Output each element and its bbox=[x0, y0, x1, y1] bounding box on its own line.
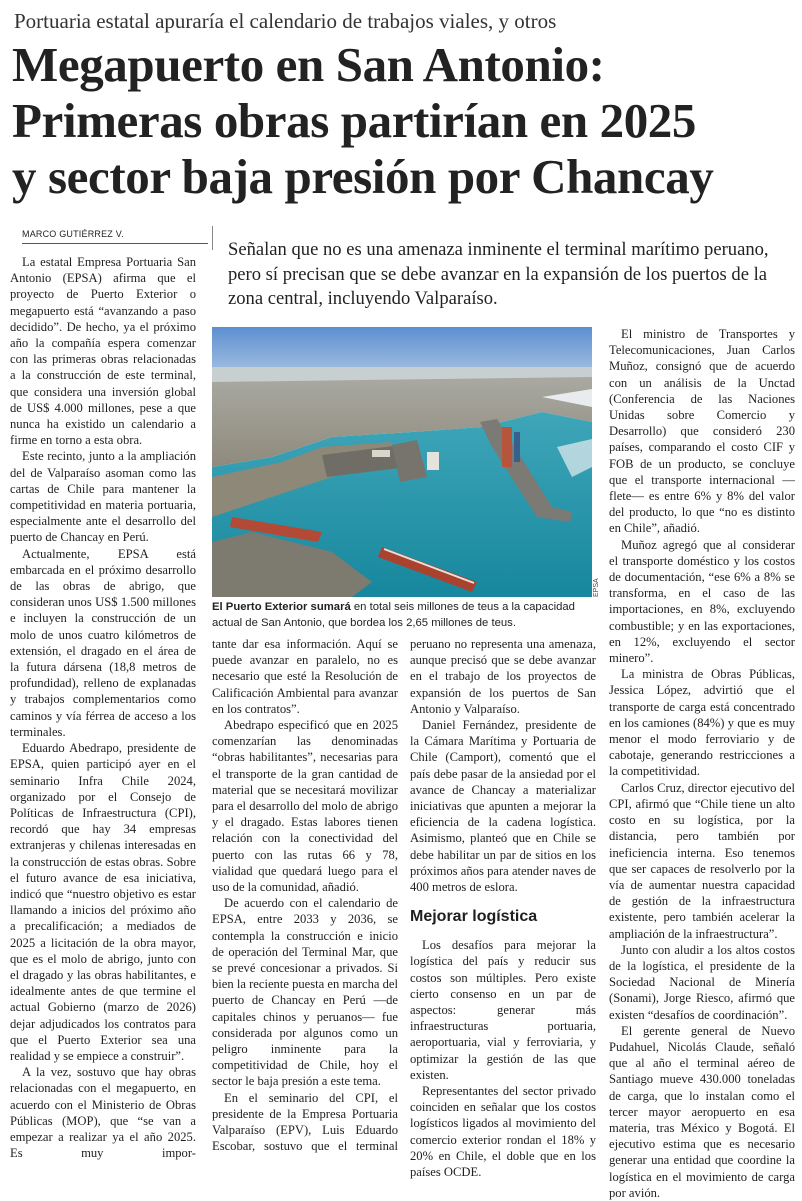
photo-caption bbox=[212, 600, 602, 631]
headline-line: y sector baja presión por Chancay bbox=[12, 149, 714, 204]
article-headline bbox=[12, 37, 792, 205]
paragraph: Carlos Cruz, director ejecutivo del CPI, afirmó que “Chile tiene un alto costo en su logística, por la distancia, pero también por ineficiencia interna. Eso tenemos que ser capaces de resolverlo por la vía de aumentar nuestra capacidad de gestión de la infraestructura existente, pero también acelerar la ampliación de la infraestructura”. bbox=[609, 780, 795, 941]
paragraph: La estatal Empresa Portuaria San Antonio (EPSA) afirma que el proyecto de Puerto Exterior o megapuerto está “avanzando a paso decidido”. De hecho, ya el próximo año la compañía espera comenzar con las primeras obras relacionadas a la construcción de este terminal, que considera una inversión global de US$ 4.000 millones, pese a que nunca ha existido un calendario a firme en torno a esta obra. bbox=[10, 255, 196, 448]
article-column-3 bbox=[410, 636, 596, 1180]
caption-text: en total seis millones de teus a la capacidad actual de San Antonio, que bordea los 2,65 millones de teus. bbox=[212, 601, 575, 629]
byline-rule bbox=[22, 243, 208, 244]
paragraph: Daniel Fernández, presidente de la Cámara Marítima y Portuaria de Chile (Camport), comentó que el país debe pasar de la ansiedad por el avance de Chancay a materializar iniciativas que apunten a mejorar la eficiencia de la cadena logística. Asimismo, planteó que en Chile se debe habilitar un par de sitios en los próximos años para atender naves de 400 metros de eslora. bbox=[410, 718, 596, 895]
paragraph: Junto con aludir a los altos costos de la logística, el presidente de la Sociedad Nacional de Minería (Sonami), Jorge Riesco, afirmó que existen “desafíos de coordinación”. bbox=[609, 942, 795, 1022]
paragraph: peruano no representa una amenaza, aunque precisó que se debe avanzar en el trabajo de los proyectos de expansión de los puertos de San Antonio y Valparaíso. bbox=[410, 637, 596, 716]
paragraph: Los desafíos para mejorar la logística del país y reducir sus costos son múltiples. Pero existe cierto consenso en un par de aspectos: generar más infraestructuras portuaria, aeroportuaria, vial y ferroviaria, y optimizar la gestión de las que existen. bbox=[410, 938, 596, 1082]
paragraph: A la vez, sostuvo que hay obras relacionadas con el megapuerto, en acuerdo con el Ministerio de Obras Públicas (MOP), que “se van a empezar a realizar ya el año 2025. Es muy impor- bbox=[10, 1065, 196, 1161]
paragraph: Este recinto, junto a la ampliación del de Valparaíso asoman como las cartas de Chile para mantener la competitividad en materia portuaria, especialmente ante el desarrollo del puerto de Chancay en Perú. bbox=[10, 449, 196, 545]
paragraph: Eduardo Abedrapo, presidente de EPSA, quien participó ayer en el seminario Infra Chile 2024, organizado por el Consejo de Políticas de Infraestructura (CPI), recordó que hay 34 empresas extranjeras y chilenas interesadas en la construcción de estas obras. Sobre el futuro avance de esa iniciativa, indicó que “nuestro objetivo es estar llamando a inicios del próximo año a precalificación; a mediados de 2025 a licitación de la obra mayor, que es el molo de abrigo, junto con el dragado y las obras habilitantes, e idealmente antes de que termine el actual Gobierno (marzo de 2026) dejar adjudicados los contratos para que el Puerto Exterior sea una realidad y se empiece a construir”. bbox=[10, 741, 196, 1063]
caption-lead: El Puerto Exterior sumará bbox=[212, 601, 351, 613]
headline-line: Primeras obras partirían en 2025 bbox=[12, 93, 696, 148]
paragraph: En el seminario del CPI, el presidente de la Empresa Portuaria Valparaíso (EPV), Luis Eduardo Escobar, sostuvo que el terminal bbox=[212, 1090, 398, 1154]
paragraph: La ministra de Obras Públicas, Jessica López, advirtió que el transporte de carga está concentrado en los camiones (84%) y que es muy menor el modo ferroviario y de cabotaje, generando restricciones a la competitividad. bbox=[609, 667, 795, 779]
article-column-1 bbox=[10, 254, 196, 1161]
article-column-4 bbox=[609, 326, 795, 1201]
paragraph: Actualmente, EPSA está embarcada en el próximo desarrollo de las obras de abrigo, que consideran unos US$ 1.500 millones e incluyen la construcción de un molo de unos cuatro kilómetros de extensión, el dragado en el área de la futura dársena (18,8 metros de profundidad), relleno de explanadas y trabajos complementarios como caminos y vía férrea de acceso a los terminales. bbox=[10, 546, 196, 739]
paragraph: tante dar esa información. Aquí se puede avanzar en paralelo, no es necesario que esté la Resolución de Calificación Ambiental para avanzar en los contratos”. bbox=[212, 637, 398, 716]
article-kicker: Portuaria estatal apuraría el calendario de trabajos viales, y otros bbox=[14, 9, 557, 33]
port-aerial-photo bbox=[212, 327, 592, 597]
paragraph: De acuerdo con el calendario de EPSA, entre 2033 y 2036, se contempla la construcción e inicio de operación del Terminal Mar, que se prevé concesionar a privados. Si bien la reciente puesta en marcha del puerto de Chancay en Perú —de capitales chinos y peruanos— fue considerada por algunos como un peligro inminente para la competitividad de Chile, hoy el sector le baja presión a este tema. bbox=[212, 896, 399, 1089]
paragraph: Abedrapo especificó que en 2025 comenzarían las denominadas “obras habilitantes”, necesarias para el transporte de la gran cantidad de material que se necesitará movilizar para el desarrollo del molo de abrigo y el dragado. Estas labores tienen relación con la conectividad del puerto con las rutas 66 y 78, vialidad que quedará luego para el uso de la comunidad, añadió. bbox=[212, 718, 398, 895]
byline: MARCO GUTIÉRREZ V. bbox=[22, 229, 124, 239]
headline-line: Megapuerto en San Antonio: bbox=[12, 37, 605, 92]
paragraph: Muñoz agregó que al considerar el transporte doméstico y los costos de documentación, “ese 6% a 8% se transforma, en el caso de las importaciones, en 8%, excluyendo combustible; y en las exportaciones, en 12%, excluyendo el sector minero”. bbox=[609, 537, 795, 666]
column-divider bbox=[212, 226, 213, 250]
paragraph: El gerente general de Nuevo Pudahuel, Nicolás Claude, señaló que al año el terminal aéreo de Santiago mueve 430.000 toneladas de carga, que lo instalan como el tercer mayor aeropuerto en esa materia, tras México y Bogotá. El ejecutivo estima que es necesario generar una entidad que coordine la logística en el movimiento de carga por avión. bbox=[609, 1023, 795, 1200]
paragraph: El ministro de Transportes y Telecomunicaciones, Juan Carlos Muñoz, consignó que de acuerdo con un análisis de la Unctad (Conferencia de las Naciones Unidas sobre Comercio y Desarrollo) que consideró 230 países, comparando el costo CIF y FOB de un producto, se concluye que el transporte internacional —flete— es entre 6% y 8% del valor del producto, lo que “no es distinto en Chile”, añadió. bbox=[609, 327, 795, 536]
paragraph: Representantes del sector privado coinciden en señalar que los costos logísticos ligados al movimiento del comercio exterior rondan el 18% y 20% en Chile, el doble que en los países OCDE. bbox=[410, 1084, 596, 1180]
port-aerial-illustration bbox=[212, 327, 592, 597]
article-deck: Señalan que no es una amenaza inminente el terminal marítimo peruano, pero sí precisan que se debe avanzar en la expansión de los puertos de la zona central, incluyendo Valparaíso. bbox=[228, 239, 769, 309]
subheading: Mejorar logística bbox=[410, 908, 538, 926]
photo-credit: EPSA bbox=[593, 578, 600, 597]
article-column-2 bbox=[212, 636, 398, 1155]
